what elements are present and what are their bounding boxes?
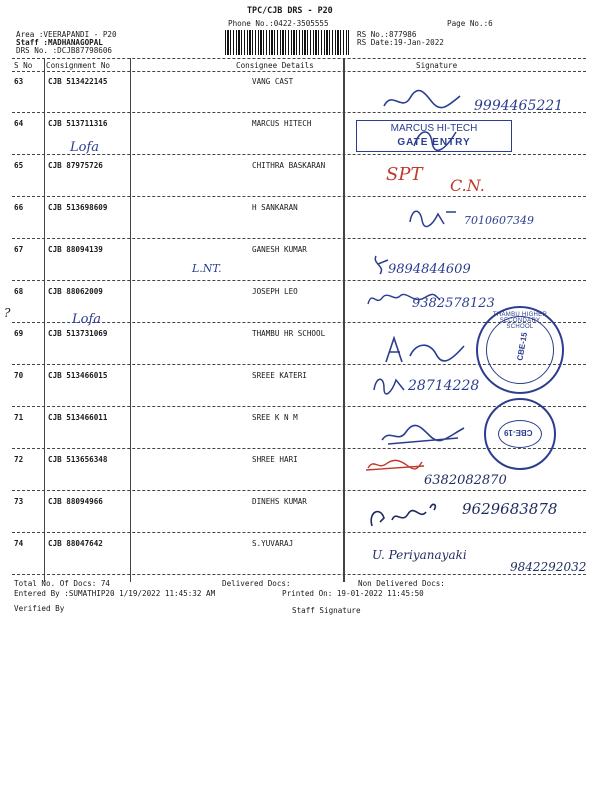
- table-row: [12, 239, 586, 281]
- handwritten-phone: 9382578123: [412, 296, 495, 311]
- row-consignee: H SANKARAN: [252, 203, 298, 212]
- column-header-consignee: Consignee Details: [236, 61, 314, 70]
- handwritten-phone: 9842292032: [510, 560, 587, 574]
- stamp-line: GATE ENTRY: [397, 137, 471, 148]
- row-consignment: CJB 513656348: [48, 455, 108, 464]
- row-consignee: VANG CAST: [252, 77, 294, 86]
- handwritten-sign: SPT: [386, 164, 423, 185]
- seal-center-text: CBE-19: [504, 428, 533, 437]
- handwritten-note: L.NT.: [192, 262, 222, 275]
- row-consignment: CJB 513698609: [48, 203, 108, 212]
- signature-scribble: [410, 124, 460, 154]
- handwritten-note: Lofa: [72, 312, 102, 327]
- row-consignment: CJB 513711316: [48, 119, 108, 128]
- header-rule-top: [12, 58, 586, 59]
- row-sno: 71: [14, 413, 24, 422]
- verified-by: Verified By: [14, 604, 65, 613]
- page-number: Page No.:6: [447, 19, 493, 28]
- drs-number: DRS No. :DCJB87798606: [16, 46, 113, 55]
- handwritten-phone: 7010607349: [464, 214, 534, 227]
- school-seal: [476, 306, 564, 394]
- row-consignment: CJB 87975726: [48, 161, 103, 170]
- row-consignee: SHREE HARI: [252, 455, 298, 464]
- column-header-signature: Signature: [416, 61, 458, 70]
- row-sno: 65: [14, 161, 24, 170]
- table-row: [12, 533, 586, 575]
- seal-center-text: CBE-15: [515, 331, 530, 362]
- row-consignee: SREEE KATERI: [252, 371, 307, 380]
- handwritten-note: Lofa: [70, 140, 100, 155]
- column-header-sno: S No: [14, 61, 33, 70]
- row-consignee: S.YUVARAJ: [252, 539, 294, 548]
- barcode: [225, 30, 349, 55]
- handwritten-phone: 9629683878: [462, 500, 558, 518]
- area-label: Area :VEERAPANDI - P20: [16, 30, 117, 39]
- signature-scribble: [370, 372, 410, 396]
- row-consignment: CJB 513422145: [48, 77, 108, 86]
- printed-on: Printed On: 19-01-2022 11:45:50: [282, 589, 424, 598]
- row-consignment: CJB 513466015: [48, 371, 108, 380]
- row-consignee: CHITHRA BASKARAN: [252, 161, 326, 170]
- sree-seal: [484, 398, 556, 470]
- staff-signature: Staff Signature: [292, 606, 361, 615]
- phone-number: Phone No.:0422-3505555: [228, 19, 329, 28]
- document-title: TPC/CJB DRS - P20: [247, 5, 333, 15]
- rs-date: RS Date:19-Jan-2022: [357, 38, 444, 47]
- row-consignment: CJB 88062009: [48, 287, 103, 296]
- row-sno: 73: [14, 497, 24, 506]
- column-header-consignment: Consignment No: [46, 61, 111, 70]
- signature-scribble: [378, 418, 468, 448]
- signature-scribble: [366, 498, 456, 530]
- stamp-line: MARCUS HI-TECH: [390, 123, 478, 134]
- row-consignment: CJB 513731069: [48, 329, 108, 338]
- row-consignee: GANESH KUMAR: [252, 245, 307, 254]
- signature-scribble: [380, 86, 470, 116]
- row-sno: 66: [14, 203, 24, 212]
- row-sno: 72: [14, 455, 24, 464]
- row-consignment: CJB 88094139: [48, 245, 103, 254]
- handwritten-phone: 9994465221: [474, 98, 564, 114]
- total-docs: Total No. Of Docs: 74: [14, 579, 111, 588]
- row-separator: [12, 574, 586, 575]
- margin-mark: ?: [4, 306, 11, 320]
- table-row: [12, 155, 586, 197]
- row-sno: 69: [14, 329, 24, 338]
- row-consignee: MARCUS HITECH: [252, 119, 312, 128]
- seal-ring-text: THAMBU HIGHER SECONDARY SCHOOL: [492, 312, 548, 330]
- non-delivered-docs: Non Delivered Docs:: [358, 579, 445, 588]
- signature-scribble: [404, 204, 464, 230]
- row-sno: 67: [14, 245, 24, 254]
- row-consignment: CJB 513466011: [48, 413, 108, 422]
- row-sno: 74: [14, 539, 24, 548]
- handwritten-name: U. Periyanayaki: [372, 548, 467, 562]
- handwritten-phone: 9894844609: [388, 262, 471, 277]
- row-sno: 64: [14, 119, 24, 128]
- handwritten-phone: 6382082870: [424, 473, 507, 488]
- handwritten-sign: C.N.: [450, 176, 485, 195]
- row-sno: 70: [14, 371, 24, 380]
- row-sno: 68: [14, 287, 24, 296]
- row-consignee: THAMBU HR SCHOOL: [252, 329, 326, 338]
- entered-by: Entered By :SUMATHIP20 1/19/2022 11:45:32 AM: [14, 589, 216, 598]
- handwritten-phone: 28714228: [408, 378, 480, 394]
- rs-number: RS No.:877986: [357, 30, 417, 39]
- staff-label: Staff :MADHANAGOPAL: [16, 38, 103, 47]
- row-consignee: DINEHS KUMAR: [252, 497, 307, 506]
- signature-scribble: [380, 332, 470, 366]
- delivered-docs: Delivered Docs:: [222, 579, 291, 588]
- row-consignee: JOSEPH LEO: [252, 287, 298, 296]
- row-consignment: CJB 88094966: [48, 497, 103, 506]
- row-consignee: SREE K N M: [252, 413, 298, 422]
- signature-scribble: [364, 456, 426, 474]
- row-consignment: CJB 88047642: [48, 539, 103, 548]
- row-sno: 63: [14, 77, 24, 86]
